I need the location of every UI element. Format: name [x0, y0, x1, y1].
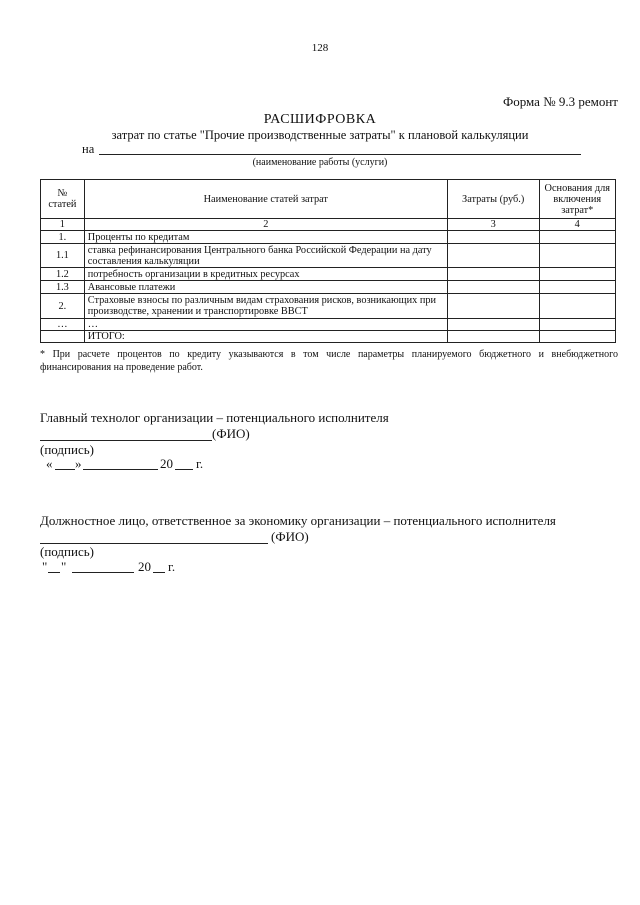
- header-basis: Основания для включения затрат*: [539, 180, 615, 219]
- table-index-row: [41, 219, 616, 231]
- signer2-sign-label: (подпись): [40, 544, 94, 559]
- work-name-hint: (наименование работы (услуги): [252, 157, 388, 168]
- signer2-fio-label: (ФИО): [271, 529, 309, 544]
- costs-table: [40, 179, 616, 343]
- signer2-year-suffix: г.: [168, 559, 176, 574]
- table-row: [41, 281, 616, 294]
- header-name: Наименование статей затрат: [84, 180, 447, 219]
- row-cost: [447, 268, 539, 281]
- row-cost: [447, 294, 539, 319]
- index-cell: 3: [447, 219, 539, 231]
- signer1-sign-label: (подпись): [40, 442, 94, 457]
- row-basis: [539, 268, 615, 281]
- document-title: РАСШИФРОВКА: [263, 112, 377, 127]
- row-name: …: [84, 319, 447, 331]
- signer2-date-open: ": [42, 559, 48, 574]
- signer1-date-open: «: [46, 456, 53, 471]
- signer1-month-line: [83, 469, 158, 470]
- row-name: Страховые взносы по различным видам страхования рисков, возникающих при производстве, хранении и транспортировке ВВСТ: [84, 294, 447, 319]
- row-num: 1.: [41, 231, 85, 244]
- table-header-row: [41, 180, 616, 219]
- table-row: [41, 319, 616, 331]
- row-cost: [447, 331, 539, 343]
- index-cell: 1: [41, 219, 85, 231]
- signer1-fio-label: (ФИО): [212, 426, 250, 441]
- signer2-date-mid: ": [61, 559, 67, 574]
- signer1-title: Главный технолог организации – потенциального исполнителя: [40, 410, 389, 425]
- row-name: Авансовые платежи: [84, 281, 447, 294]
- index-cell: 2: [84, 219, 447, 231]
- row-num: 1.3: [41, 281, 85, 294]
- work-name-line: [99, 154, 581, 155]
- signer1-day-line: [55, 469, 75, 470]
- signer1-year-line: [175, 469, 193, 470]
- signer2-title: Должностное лицо, ответственное за экономику организации – потенциального исполнителя: [40, 513, 556, 528]
- table-row: [41, 244, 616, 268]
- signer1-year: 20: [160, 456, 173, 471]
- signer1-year-suffix: г.: [196, 456, 204, 471]
- signer2-year-line: [153, 572, 165, 573]
- row-basis: [539, 231, 615, 244]
- signer2-year: 20: [138, 559, 151, 574]
- row-num: …: [41, 319, 85, 331]
- table-row: [41, 231, 616, 244]
- header-cost: Затраты (руб.): [447, 180, 539, 219]
- row-cost: [447, 319, 539, 331]
- table-row: [41, 294, 616, 319]
- index-cell: 4: [539, 219, 615, 231]
- signer1-name-line: [40, 440, 212, 441]
- row-basis: [539, 331, 615, 343]
- row-name: ставка рефинансирования Центрального банка Российской Федерации на дату составления калькуляции: [84, 244, 447, 268]
- na-label: на: [82, 142, 95, 156]
- row-num: [41, 331, 85, 343]
- row-cost: [447, 281, 539, 294]
- row-cost: [447, 244, 539, 268]
- signer2-day-line: [48, 572, 60, 573]
- signer1-date-mid: »: [75, 456, 82, 471]
- footnote: * При расчете процентов по кредиту указываются в том числе параметры планируемого бюджетного и внебюджетного финансирования на проведение работ.: [40, 349, 618, 373]
- row-num: 1.1: [41, 244, 85, 268]
- row-num: 2.: [41, 294, 85, 319]
- row-cost: [447, 231, 539, 244]
- row-basis: [539, 319, 615, 331]
- page-number: 128: [311, 42, 329, 54]
- row-name: Проценты по кредитам: [84, 231, 447, 244]
- header-num: № статей: [41, 180, 85, 219]
- table-total-row: [41, 331, 616, 343]
- form-number: Форма № 9.3 ремонт: [502, 94, 618, 109]
- row-name: ИТОГО:: [84, 331, 447, 343]
- document-subtitle: затрат по статье "Прочие производственные затраты" к плановой калькуляции: [111, 128, 529, 142]
- signer2-month-line: [72, 572, 134, 573]
- row-basis: [539, 281, 615, 294]
- row-name: потребность организации в кредитных ресурсах: [84, 268, 447, 281]
- row-basis: [539, 244, 615, 268]
- row-num: 1.2: [41, 268, 85, 281]
- table-row: [41, 268, 616, 281]
- row-basis: [539, 294, 615, 319]
